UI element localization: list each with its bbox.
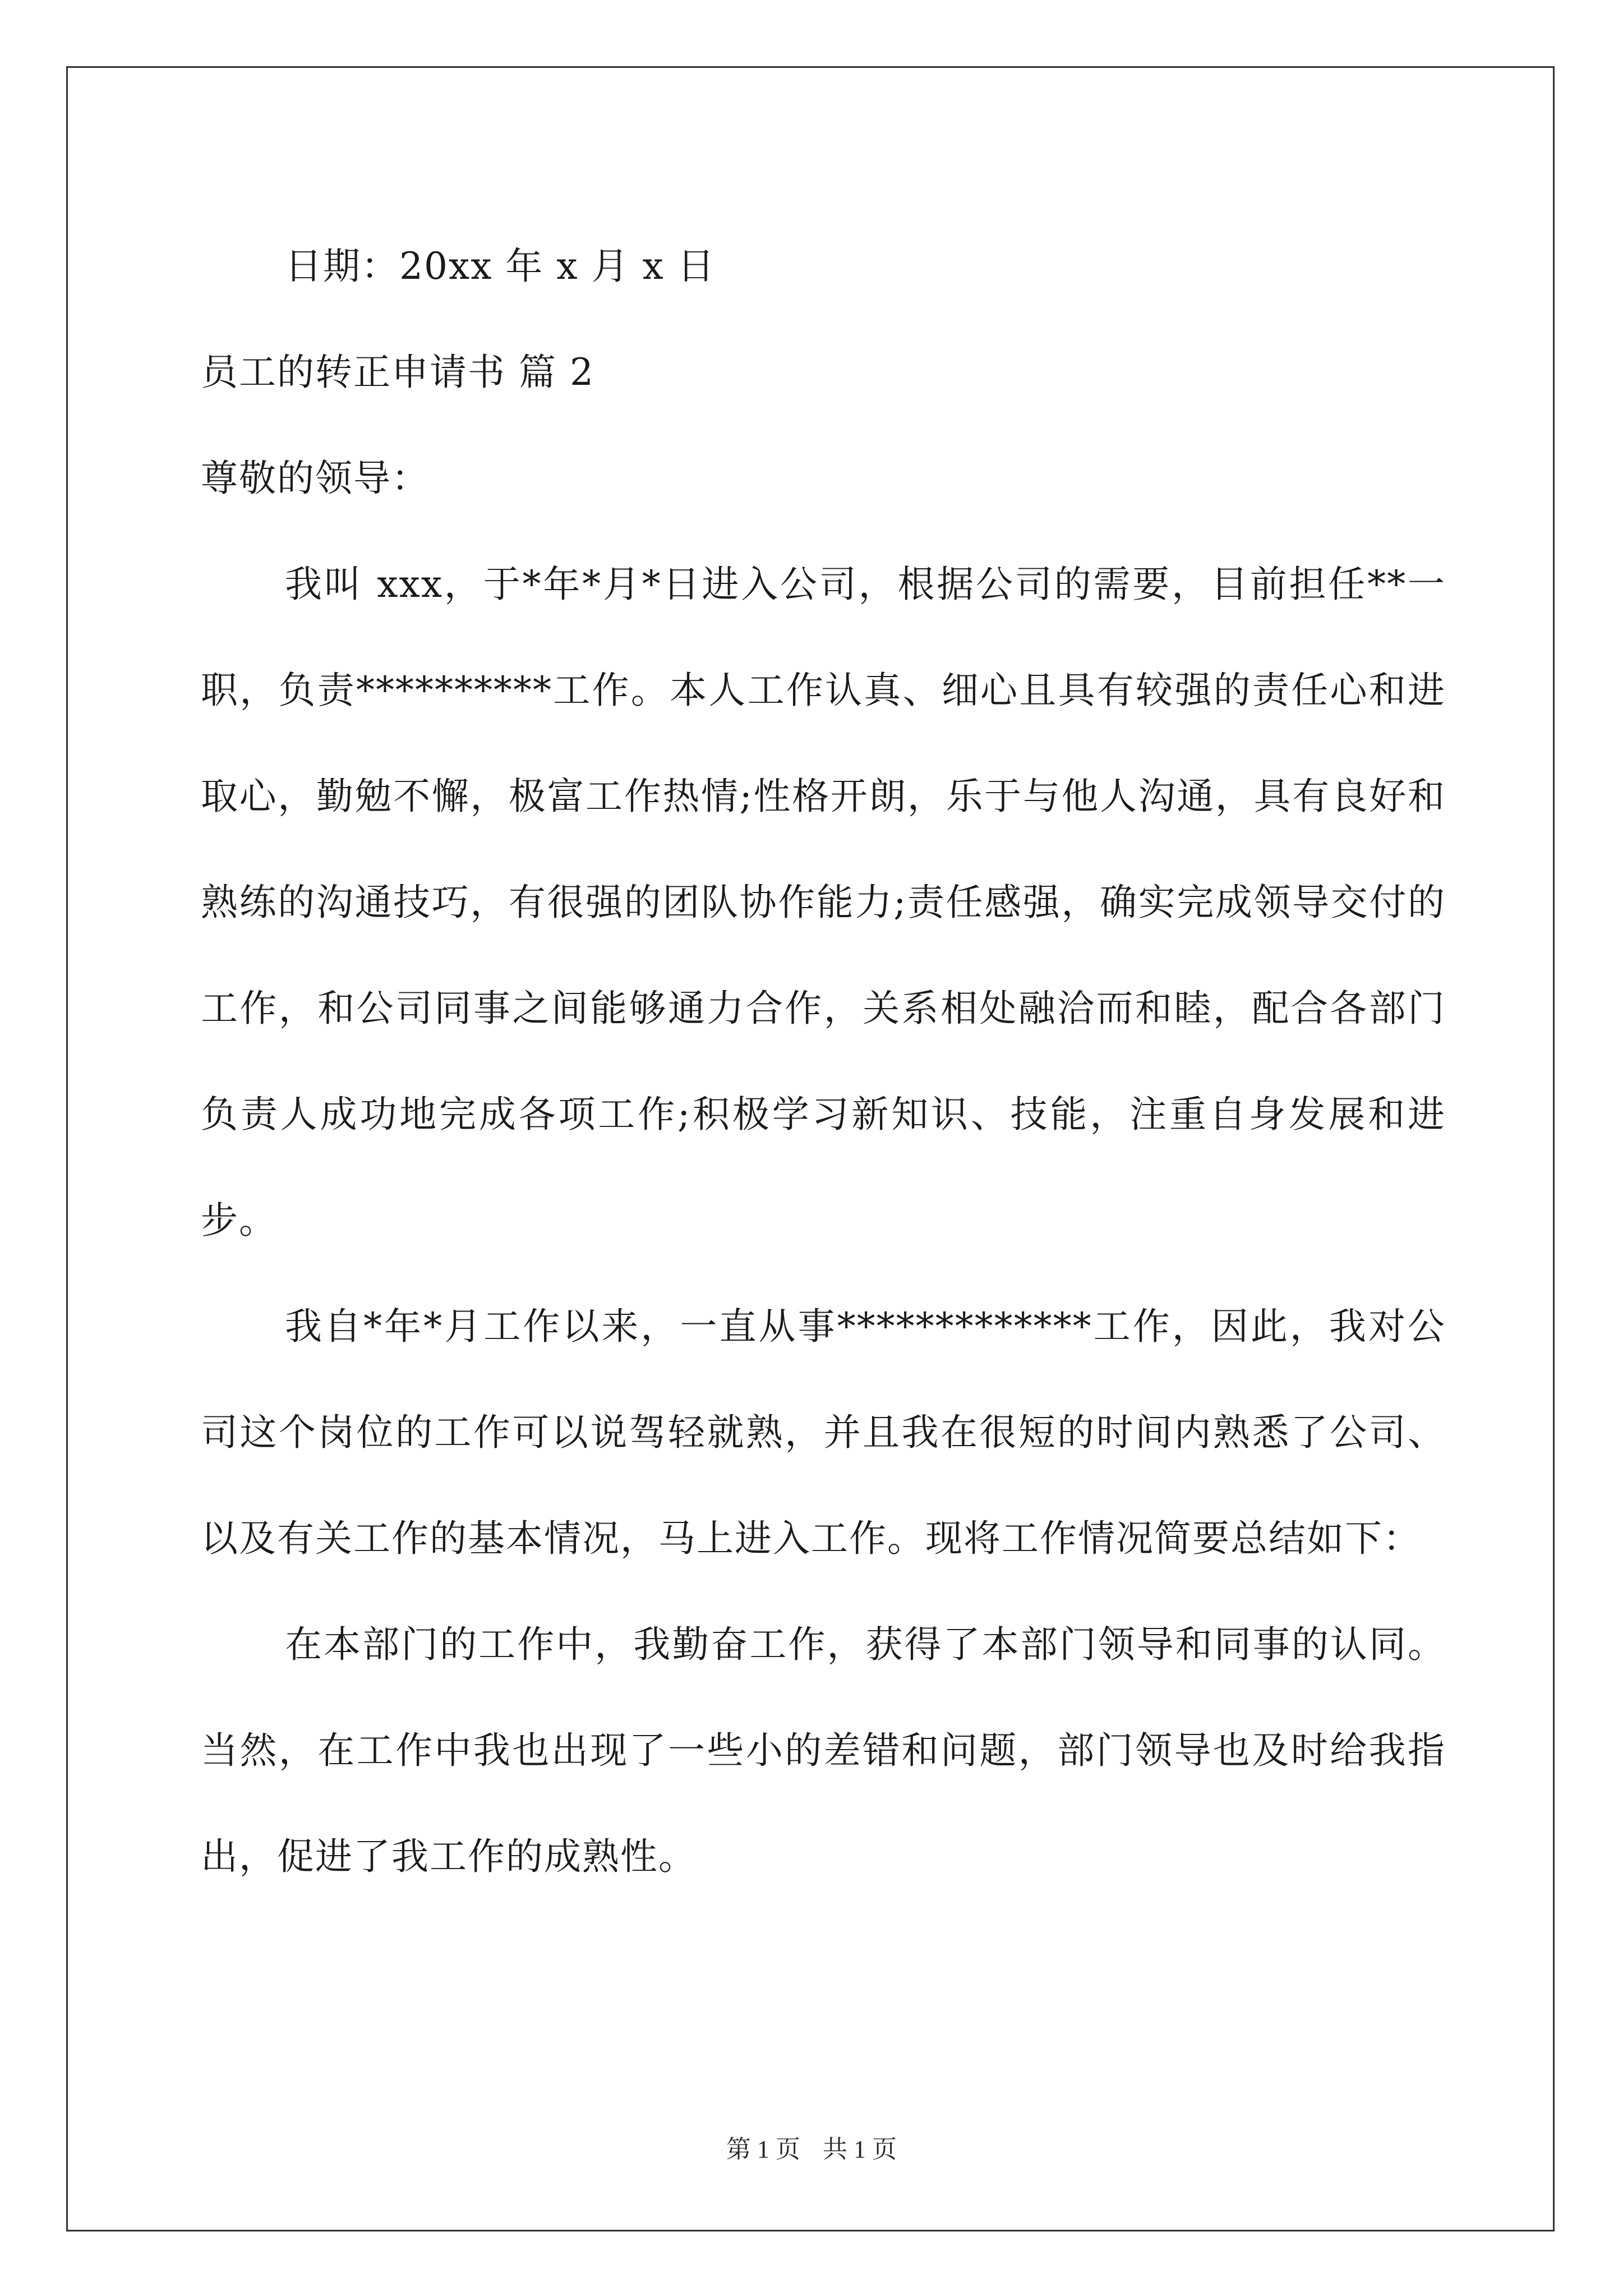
- section-title: 员工的转正申请书 篇 2: [201, 351, 594, 394]
- page-number: 第 1 页: [726, 2136, 800, 2163]
- document-body: [201, 213, 1446, 1910]
- paragraph-3: 在本部门的工作中，我勤奋工作，获得了本部门领导和同事的认同。当然，在工作中我也出现了一些小的差错和问题，部门领导也及时给我指出，促进了我工作的成熟性。: [201, 1623, 1446, 1878]
- page-total: 共 1 页: [823, 2136, 897, 2163]
- page-footer: [0, 2129, 1623, 2165]
- salutation: 尊敬的领导：: [201, 457, 430, 500]
- paragraph-1: 我叫 xxx，于*年*月*日进入公司，根据公司的需要，目前担任**一职，负责**********工作。本人工作认真、细心且具有较强的责任心和进取心，勤勉不懈，极富工作热情;性格开朗，乐于与他人沟通，具有良好和熟练的沟通技巧，有很强的团队协作能力;责任感强，确实完成领导交付的工作，和公司同事之间能够通力合作，关系相处融洽而和睦，配合各部门负责人成功地完成各项工作;积极学习新知识、技能，注重自身发展和进步。: [201, 563, 1446, 1242]
- paragraph-2: 我自*年*月工作以来，一直从事*************工作，因此，我对公司这个岗位的工作可以说驾轻就熟，并且我在很短的时间内熟悉了公司、以及有关工作的基本情况，马上进入工作。现将工作情况简要总结如下：: [201, 1305, 1446, 1560]
- date-line: 日期：20xx 年 x 月 x 日: [285, 245, 716, 288]
